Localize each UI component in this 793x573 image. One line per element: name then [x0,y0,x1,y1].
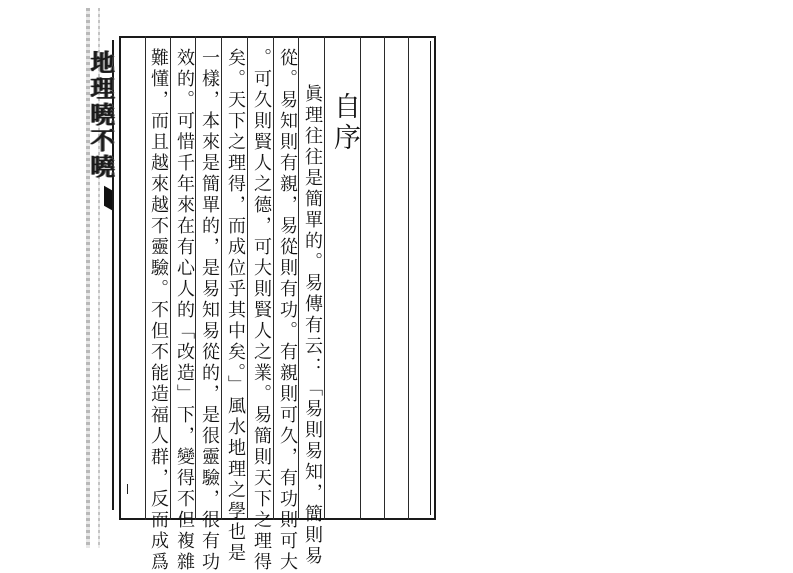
column-rule [360,36,361,520]
column-rule [170,36,171,520]
column-rule [408,36,409,520]
preface-text-column: 從。易知則有親，易從則有功。有親則可久，有功則可大 [277,48,298,573]
column-rule [273,36,274,520]
spine-mark [104,186,112,211]
column-rule [384,36,385,520]
spine-book-title: 地理曉不曉 [86,50,115,180]
preface-text-column: 效的。可惜千年來在有心人的「改造」下，變得不但複雜 [174,48,195,573]
preface-text-column: 一樣，本來是簡單的，是易知易從的，是很靈驗，很有功 [199,48,220,573]
preface-heading: 自序 [329,92,360,154]
preface-text-column: 眞理往往是簡單的。易傳有云：「易則易知，簡則易 [302,84,323,567]
column-rule [247,36,248,520]
column-rule [221,36,222,520]
margin-dash [127,484,128,494]
preface-text-column: 難懂，而且越來越不靈驗。不但不能造福人群，反而成爲 [148,48,169,573]
preface-text-column: 。可久則賢人之德，可大則賢人之業。易簡則天下之理得 [251,48,272,573]
column-rule [324,36,325,520]
preface-text-column: 矣。天下之理得，而成位乎其中矣。」風水地理之學也是 [225,48,246,564]
